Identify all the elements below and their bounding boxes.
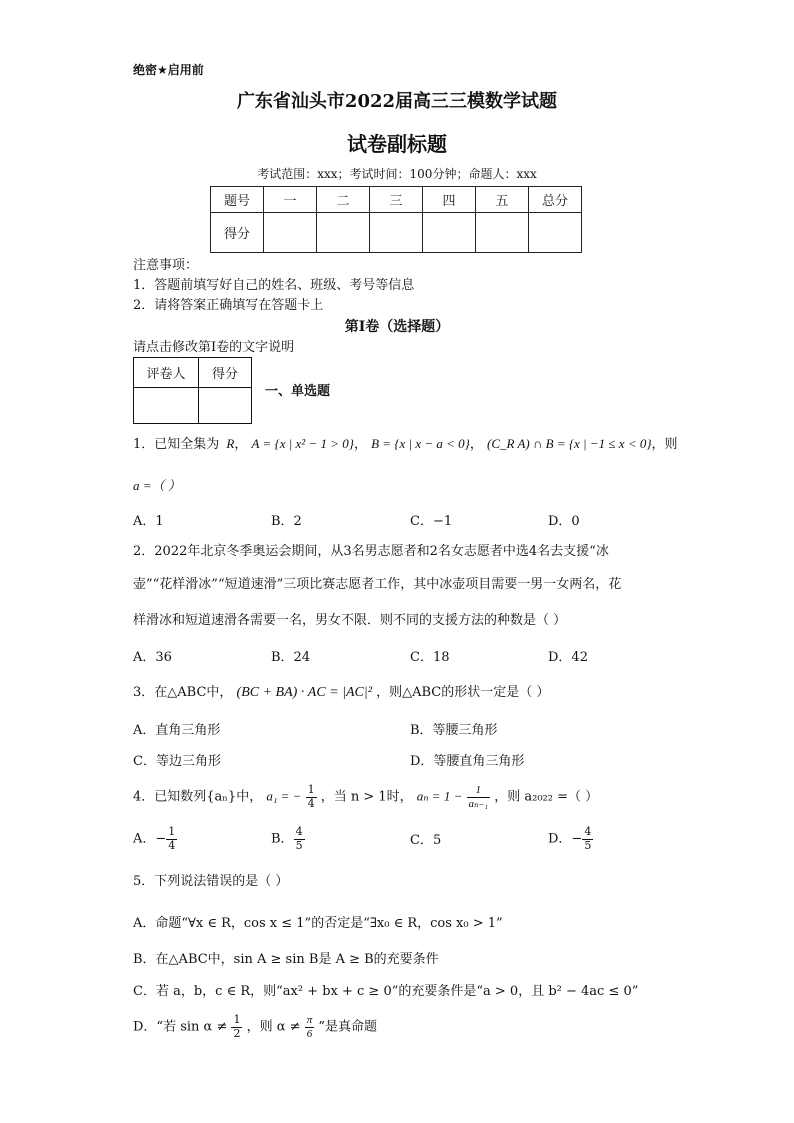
exam-subtitle: 试卷副标题 — [347, 132, 447, 156]
q5-option-d[interactable]: D．“若 sin α ≠ $\frac{1}{2}$ ，则 α ≠ $\frac{\pi}{6}$ ”是真命题 — [133, 1013, 378, 1040]
q1-set-a: A = {x | x² − 1 > 0} — [251, 436, 354, 451]
volume-title: 第I卷（选择题） — [344, 319, 450, 335]
score-cell[interactable] — [317, 213, 370, 253]
question-1-answer-line: a =（ ） — [133, 478, 181, 493]
score-table-col-2: 二 — [317, 187, 370, 213]
score-table-col-5: 五 — [476, 187, 529, 213]
grader-label: 评卷人 — [134, 358, 199, 388]
q3-option-a[interactable]: A．直角三角形 — [133, 723, 221, 738]
q3-option-d[interactable]: D．等腰直角三角形 — [410, 754, 525, 769]
question-2-line-2: 壶”“花样滑冰”“短道速滑”三项比赛志愿者工作，其中冰壶项目需要一男一女两名，花 — [133, 577, 622, 592]
exam-info: 考试范围：xxx；考试时间：100分钟；命题人：xxx — [257, 167, 537, 181]
volume-instruction[interactable]: 请点击修改第I卷的文字说明 — [133, 340, 295, 355]
score-table-col-4: 四 — [423, 187, 476, 213]
q4-option-a[interactable]: A．− $\frac{1}{4}$ — [133, 825, 176, 852]
q3-option-c[interactable]: C．等边三角形 — [133, 754, 221, 769]
q4-a1: a₁ = − — [266, 788, 302, 804]
q1-stem-start: 1．已知全集为 — [133, 437, 220, 452]
q4-stem-end: ，则 a₂₀₂₂ =（ ） — [494, 789, 599, 805]
q4-option-c[interactable]: C．5 — [410, 833, 442, 848]
q2-option-b[interactable]: B．24 — [271, 650, 311, 665]
q1-stem-end: ，则 — [651, 437, 678, 452]
notes-heading: 注意事项： — [133, 258, 199, 273]
score-cell[interactable] — [476, 213, 529, 253]
grader-score-cell[interactable] — [199, 388, 252, 424]
score-cell[interactable] — [529, 213, 582, 253]
score-table-header-label: 题号 — [211, 187, 264, 213]
question-1-stem: 1．已知全集为 R， A = {x | x² − 1 > 0}， B = {x | x − a < 0}， (C_R A) ∩ B = {x | −1 ≤ x < 0}，则 — [133, 436, 678, 452]
score-cell[interactable] — [264, 213, 317, 253]
question-4-stem — [133, 784, 598, 810]
q1-option-d[interactable]: D．0 — [548, 514, 580, 529]
q4-option-b[interactable]: B． $\frac{4}{5}$ — [271, 825, 303, 852]
q5-option-c[interactable]: C．若 a，b，c ∈ R，则“ax² + bx + c ≥ 0”的充要条件是“a > 0，且 b² − 4ac ≤ 0” — [133, 984, 639, 999]
score-table-col-1: 一 — [264, 187, 317, 213]
question-5-stem: 5．下列说法错误的是（ ） — [133, 874, 289, 889]
q3-option-b[interactable]: B．等腰三角形 — [410, 723, 498, 738]
q5-option-a[interactable]: A．命题“∀x ∈ R，cos x ≤ 1”的否定是“∃x₀ ∈ R，cos x₀ > 1” — [133, 916, 503, 931]
q3-stem-end: ，则△ABC的形状一定是（ ） — [376, 685, 550, 700]
score-cell[interactable] — [370, 213, 423, 253]
score-table — [210, 186, 582, 253]
q3-stem-start: 3．在△ABC中， — [133, 685, 233, 700]
q2-option-c[interactable]: C．18 — [410, 650, 450, 665]
score-table-col-3: 三 — [370, 187, 423, 213]
q4-option-d[interactable]: D．− $\frac{4}{5}$ — [548, 825, 592, 852]
q1-option-a[interactable]: A．1 — [133, 514, 164, 529]
notes-item-2: 2．请将答案正确填写在答题卡上 — [133, 298, 324, 313]
q1-option-c[interactable]: C．−1 — [410, 514, 453, 529]
q4-an-fraction: $\frac{1}{\text{aₙ₋₁}}$ — [468, 784, 489, 810]
q4-a1-fraction: $\frac{1}{4}$ — [307, 783, 315, 810]
section-title: 一、单选题 — [265, 384, 331, 399]
score-table-col-total: 总分 — [529, 187, 582, 213]
q1-option-b[interactable]: B．2 — [271, 514, 302, 529]
q4-condition: ，当 n > 1时， — [320, 789, 413, 805]
question-3-stem — [133, 686, 549, 700]
q1-set-c: (C_R A) ∩ B = {x | −1 ≤ x < 0} — [487, 436, 652, 451]
secret-label: 绝密★启用前 — [133, 63, 204, 77]
q1-set-b: B = {x | x − a < 0} — [371, 436, 470, 451]
grader-cell[interactable] — [134, 388, 199, 424]
question-2-line-1: 2．2022年北京冬季奥运会期间，从3名男志愿者和2名女志愿者中选4名去支援“冰 — [133, 544, 609, 559]
grader-score-label: 得分 — [199, 358, 252, 388]
q5-option-b[interactable]: B．在△ABC中，sin A ≥ sin B是 A ≥ B的充要条件 — [133, 952, 439, 967]
q2-option-a[interactable]: A．36 — [133, 650, 172, 665]
grader-table — [133, 357, 252, 424]
q4-an: aₙ = 1 − — [416, 788, 463, 804]
score-table-score-label: 得分 — [211, 213, 264, 253]
q3-vector-expression: (BC + BA) · AC = |AC|² — [236, 685, 372, 700]
question-2-line-3: 样滑冰和短道速滑各需要一名，男女不限．则不同的支援方法的种数是（ ） — [133, 613, 567, 628]
exam-title: 广东省汕头市2022届高三三模数学试题 — [236, 91, 558, 112]
notes-item-1: 1．答题前填写好自己的姓名、班级、考号等信息 — [133, 278, 415, 293]
score-cell[interactable] — [423, 213, 476, 253]
q4-stem-start: 4．已知数列{aₙ}中， — [133, 789, 263, 805]
q2-option-d[interactable]: D．42 — [548, 650, 588, 665]
